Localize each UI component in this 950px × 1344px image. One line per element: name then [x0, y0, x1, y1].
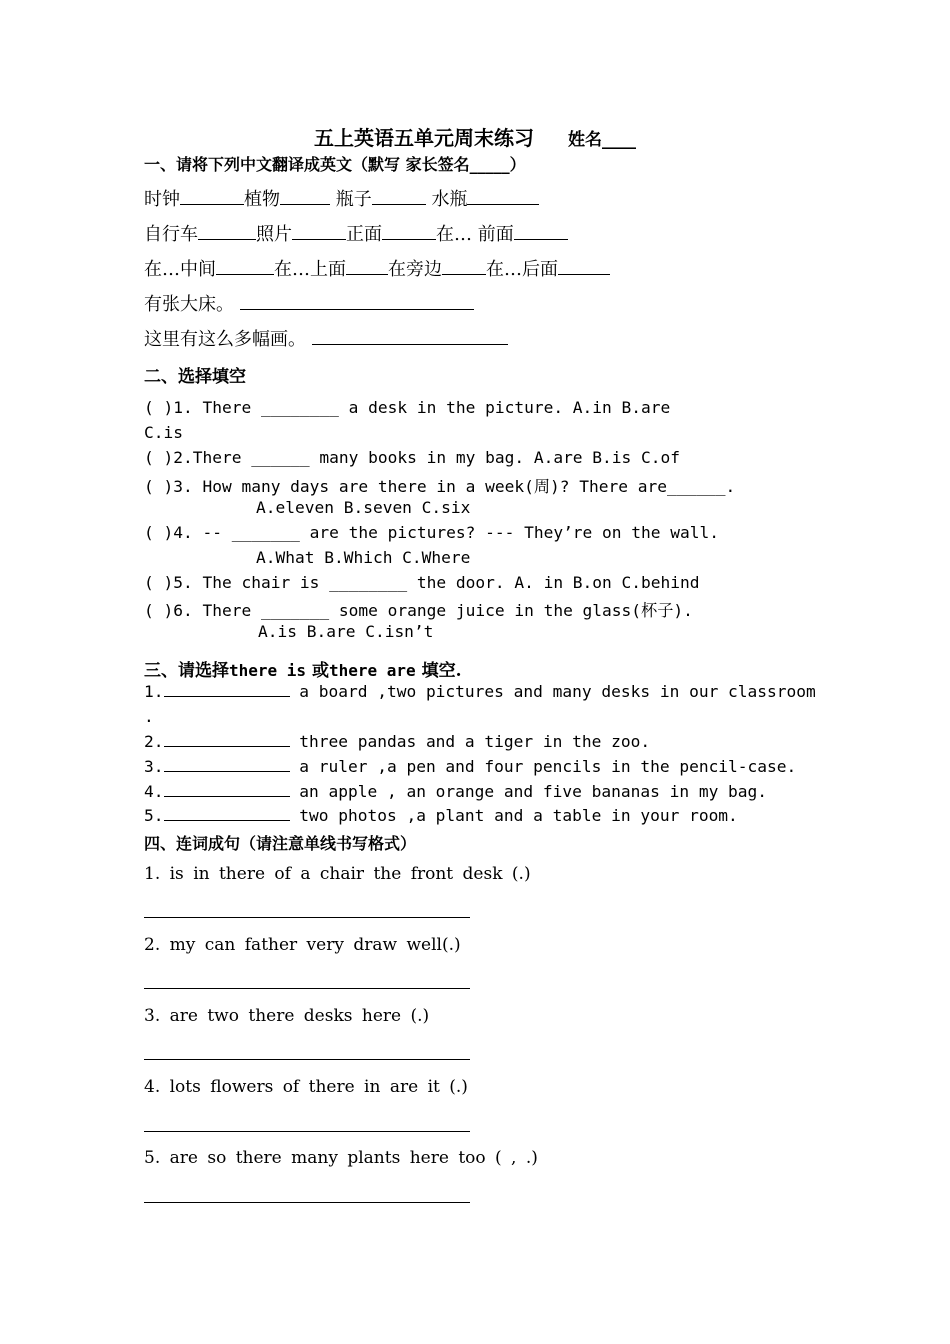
section-4-heading: 四、连词成句（请注意单线书写格式） — [144, 834, 417, 853]
heading-text: 填空. — [421, 661, 462, 681]
vocab-word: 瓶子 — [335, 189, 372, 210]
vocab-word: 自行车 — [144, 224, 198, 245]
answer-blank — [164, 806, 290, 821]
item-text: a board ,two pictures and many desks in our classroom — [289, 682, 816, 701]
answer-line — [144, 988, 470, 989]
answer-line — [144, 1059, 470, 1060]
vocab-word: 在… 前面 — [436, 224, 514, 245]
answer-blank — [198, 221, 256, 240]
answer-blank — [216, 256, 274, 275]
question-2: ( )2.There ______ many books in my bag. A.are B.is C.of — [144, 448, 681, 467]
answer-line — [144, 1131, 470, 1132]
answer-blank — [467, 186, 539, 205]
section-2-heading: 二、选择填空 — [144, 367, 246, 387]
item-number: 5. — [144, 806, 164, 825]
answer-blank — [164, 732, 290, 747]
answer-line — [144, 1202, 470, 1203]
question-4-options: A.What B.Which C.Where — [256, 548, 471, 567]
item-number: 2. — [144, 732, 164, 751]
vocab-row-1 — [144, 185, 539, 211]
answer-blank — [164, 782, 290, 797]
item-text: an apple , an orange and five bananas in my bag. — [289, 782, 768, 801]
reorder-item-3: 3. are two there desks here (.) — [144, 1006, 430, 1026]
sentence-row-2 — [144, 325, 508, 351]
answer-blank — [372, 186, 426, 205]
answer-blank — [180, 186, 244, 205]
fill-item-1-cont: . — [144, 707, 154, 726]
vocab-word: 在…后面 — [486, 259, 558, 280]
heading-text: 三、请选择 — [144, 661, 229, 681]
fill-item-1 — [144, 682, 816, 701]
reorder-item-2: 2. my can father very draw well(.) — [144, 935, 461, 955]
question-6-options: A.is B.are C.isn’t — [258, 622, 434, 641]
section-3-heading — [144, 656, 462, 681]
vocab-word: 正面 — [346, 224, 382, 245]
name-field-label: 姓名____ — [568, 130, 636, 150]
fill-item-2 — [144, 732, 650, 751]
vocab-row-2 — [144, 220, 568, 246]
vocab-word: 在…中间 — [144, 259, 216, 280]
heading-keyword: there is — [229, 661, 307, 680]
vocab-word: 植物 — [244, 189, 280, 210]
answer-blank — [346, 256, 388, 275]
sentence-row-1 — [144, 290, 474, 316]
question-3-options: A.eleven B.seven C.six — [256, 498, 471, 517]
answer-blank — [382, 221, 436, 240]
item-text: a ruler ,a pen and four pencils in the pencil-case. — [289, 757, 797, 776]
question-6: ( )6. There _______ some orange juice in the glass(杯子). — [144, 601, 693, 620]
answer-blank — [164, 757, 290, 772]
question-1-cont: C.is — [144, 423, 183, 442]
answer-blank — [558, 256, 610, 275]
answer-blank — [240, 291, 474, 310]
answer-blank — [292, 221, 346, 240]
answer-line — [144, 917, 470, 918]
sentence-text: 有张大床。 — [144, 294, 234, 315]
item-text: two photos ,a plant and a table in your room. — [289, 806, 738, 825]
reorder-item-4: 4. lots flowers of there in are it (.) — [144, 1077, 468, 1097]
vocab-word: 照片 — [256, 224, 292, 245]
vocab-word: 水瓶 — [431, 189, 468, 210]
heading-text: 或 — [311, 661, 329, 681]
question-3: ( )3. How many days are there in a week(周)? There are______. — [144, 477, 736, 496]
question-5: ( )5. The chair is ________ the door. A. in B.on C.behind — [144, 573, 700, 592]
reorder-item-5: 5. are so there many plants here too ( , .) — [144, 1148, 538, 1168]
vocab-row-3 — [144, 255, 610, 281]
item-number: 4. — [144, 782, 164, 801]
question-1: ( )1. There ________ a desk in the picture. A.in B.are — [144, 398, 671, 417]
vocab-word: 时钟 — [144, 189, 180, 210]
section-1-heading: 一、请将下列中文翻译成英文（默写 家长签名_____） — [144, 155, 526, 174]
heading-keyword: there are — [328, 661, 416, 680]
worksheet-title — [0, 122, 950, 151]
answer-blank — [280, 186, 330, 205]
fill-item-4 — [144, 782, 767, 801]
reorder-item-1: 1. is in there of a chair the front desk (.) — [144, 864, 531, 884]
answer-blank — [164, 682, 290, 697]
fill-item-3 — [144, 757, 796, 776]
vocab-word: 在…上面 — [274, 259, 346, 280]
fill-item-5 — [144, 806, 738, 825]
item-number: 3. — [144, 757, 164, 776]
answer-blank — [514, 221, 568, 240]
title-text: 五上英语五单元周末练习 — [314, 126, 534, 150]
sentence-text: 这里有这么多幅画。 — [144, 329, 306, 350]
item-number: 1. — [144, 682, 164, 701]
item-text: three pandas and a tiger in the zoo. — [289, 732, 651, 751]
answer-blank — [442, 256, 486, 275]
question-4: ( )4. -- _______ are the pictures? --- They’re on the wall. — [144, 523, 719, 542]
vocab-word: 在旁边 — [388, 259, 442, 280]
answer-blank — [312, 326, 508, 345]
